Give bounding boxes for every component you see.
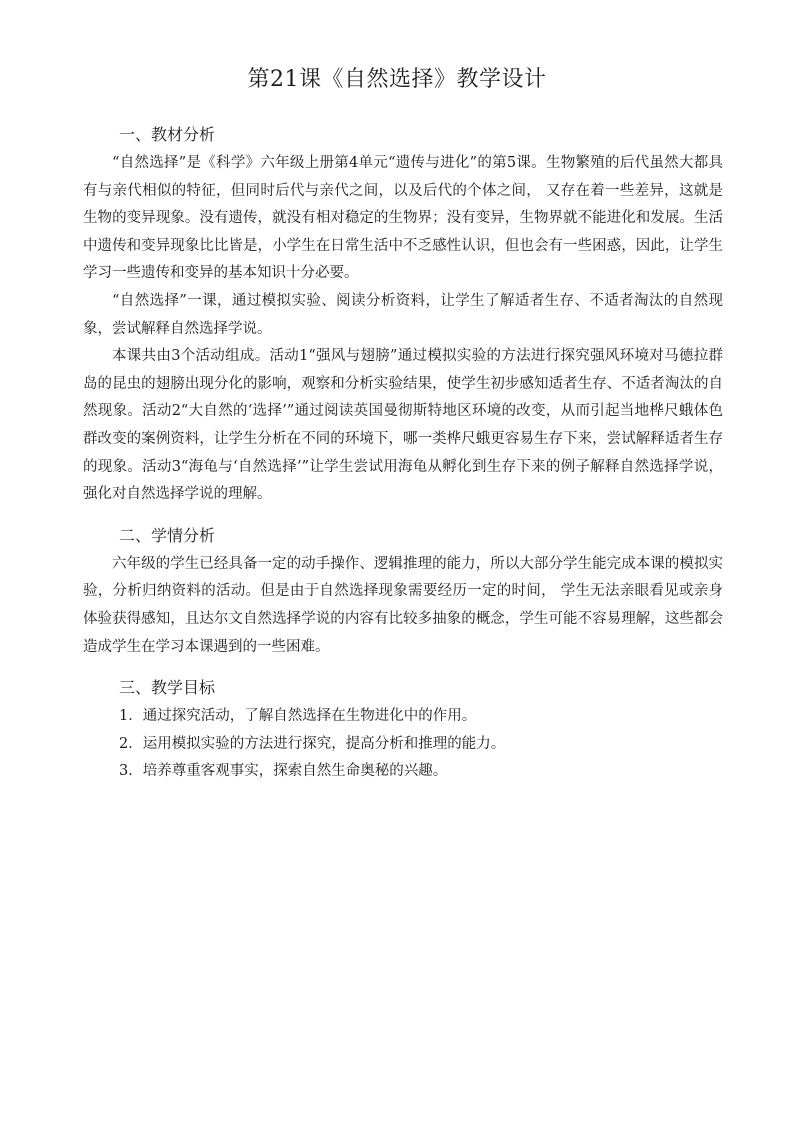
section-heading-textbook-analysis: 一、教材分析 (119, 125, 216, 144)
goal-item: 3．培养尊重客观事实，探索自然生命奥秘的兴趣。 (119, 763, 448, 780)
goal-item: 2．运用模拟实验的方法进行探究，提高分析和推理的能力。 (119, 735, 506, 752)
goal-item: 1．通过探究活动，了解自然选择在生物进化中的作用。 (119, 708, 477, 725)
section-heading-teaching-goals: 三、教学目标 (119, 678, 216, 698)
document-body (83, 120, 723, 786)
section-heading-student-analysis: 二、学情分析 (119, 525, 216, 545)
paragraph: 六年级的学生已经具备一定的动手操作、逻辑推理的能力，所以大部分学生能完成本课的模拟实验，分析归纳资料的活动。但是由于自然选择现象需要经历一定的时间， 学生无法亲眼看见或亲身体验获得感知，且达尔文自然选择学说的内容有比较多抽象的概念，学生可能不容易理解，这些都会造成学生在学习本课遇到的一些困难。 (83, 555, 723, 655)
paragraph: “自然选择”一课，通过模拟实验、阅读分析资料，让学生了解适者生存、不适者淘汰的自然现象，尝试解释自然选择学说。 (83, 292, 723, 337)
spacer (83, 509, 723, 521)
spacer (83, 661, 723, 673)
document-title: 第21课《自然选择》教学设计 (247, 67, 547, 92)
paragraph: “自然选择”是《科学》六年级上册第4单元“遗传与进化”的第5课。生物繁殖的后代虽然大都具有与亲代相似的特征，但同时后代与亲代之间，以及后代的个体之间， 又存在着一些差异，这就是生物的变异现象。没有遗传，就没有相对稳定的生物界；没有变异，生物界就不能进化和发展。生活中遗传和变异现象比比皆是，小学生在日常生活中不乏感性认识，但也会有一些困惑，因此，让学生学习一些遗传和变异的基本知识十分必要。 (83, 155, 723, 282)
paragraph: 本课共由3个活动组成。活动1“强风与翅膀”通过模拟实验的方法进行探究强风环境对马德拉群岛的昆虫的翅膀出现分化的影响，观察和分析实验结果，使学生初步感知适者生存、不适者淘汰的自然现象。活动2“大自然的‘选择’”通过阅读英国曼彻斯特地区环境的改变，从而引起当地桦尺蛾体色群改变的案例资料，让学生分析在不同的环境下，哪一类桦尺蛾更容易生存下来，尝试解释适者生存的现象。活动3“海龟与‘自然选择’”让学生尝试用海龟从孵化到生存下来的例子解释自然选择学说，强化对自然选择学说的理解。 (83, 348, 723, 503)
